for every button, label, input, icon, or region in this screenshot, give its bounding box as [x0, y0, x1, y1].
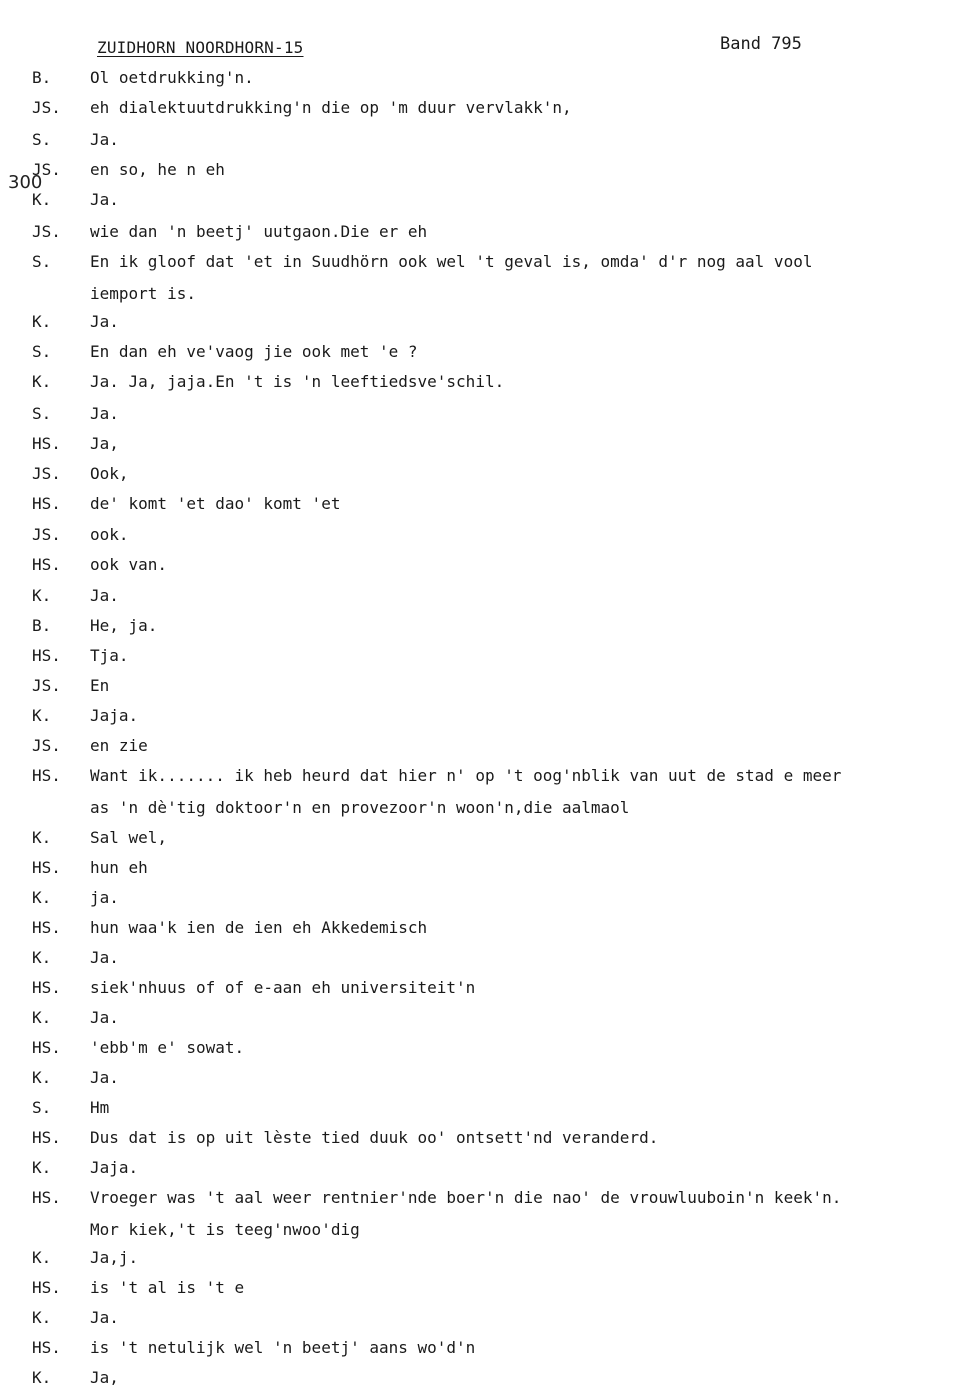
speaker-label: K.: [32, 1368, 52, 1387]
transcript-line: [0, 494, 973, 516]
utterance-text: Ja,j.: [90, 1248, 139, 1267]
transcript-line: [0, 676, 973, 698]
speaker-label: JS.: [32, 736, 61, 755]
utterance-continuation: iemport is.: [90, 284, 196, 303]
speaker-label: K.: [32, 312, 52, 331]
transcript-line: [0, 616, 973, 638]
transcript-line: [0, 555, 973, 577]
transcript-line: [0, 434, 973, 456]
speaker-label: HS.: [32, 494, 61, 513]
utterance-text: wie dan 'n beetj' uutgaon.Die er eh: [90, 222, 428, 241]
speaker-label: K.: [32, 190, 52, 209]
utterance-text: 'ebb'm e' sowat.: [90, 1038, 245, 1057]
speaker-label: B.: [32, 68, 52, 87]
utterance-text: en zie: [90, 736, 148, 755]
utterance-text: Vroeger was 't aal weer rentnier'nde boer'n die nao' de vrouwluuboin'n keek'n.: [90, 1188, 842, 1207]
speaker-label: HS.: [32, 1338, 61, 1357]
utterance-text: ook.: [90, 525, 129, 544]
transcript-line: [0, 1038, 973, 1060]
utterance-text: Jaja.: [90, 1158, 139, 1177]
utterance-text: Ja.: [90, 312, 119, 331]
speaker-label: JS.: [32, 160, 61, 179]
band-number: Band 795: [720, 34, 802, 54]
speaker-label: B.: [32, 616, 52, 635]
utterance-text: Ja,: [90, 1368, 119, 1387]
utterance-text: Ol oetdrukking'n.: [90, 68, 254, 87]
speaker-label: K.: [32, 948, 52, 967]
transcript-line: [0, 1278, 973, 1300]
margin-counter-note: 300: [8, 172, 43, 193]
transcript-line: [0, 1128, 973, 1150]
transcript-line: [0, 342, 973, 364]
utterance-text: en so, he n eh: [90, 160, 225, 179]
speaker-label: JS.: [32, 676, 61, 695]
transcript-line: [0, 130, 973, 152]
utterance-text: hun eh: [90, 858, 148, 877]
utterance-text: Jaja.: [90, 706, 139, 725]
utterance-text: eh dialektuutdrukking'n die op 'm duur vervlakk'n,: [90, 98, 572, 117]
speaker-label: HS.: [32, 646, 61, 665]
speaker-label: K.: [32, 1008, 52, 1027]
speaker-label: HS.: [32, 918, 61, 937]
utterance-text: Ja.: [90, 130, 119, 149]
transcript-line: [0, 646, 973, 668]
speaker-label: JS.: [32, 525, 61, 544]
transcript-line: [0, 68, 973, 90]
transcript-line: [0, 404, 973, 426]
utterance-text: ja.: [90, 888, 119, 907]
utterance-text: Ja,: [90, 434, 119, 453]
utterance-text: En: [90, 676, 110, 695]
utterance-text: Hm: [90, 1098, 110, 1117]
utterance-text: is 't al is 't e: [90, 1278, 245, 1297]
utterance-text: Ja.: [90, 1308, 119, 1327]
transcript-line: [0, 978, 973, 1000]
transcript-line: [0, 1188, 973, 1210]
transcript-line: [0, 586, 973, 608]
utterance-text: de' komt 'et dao' komt 'et: [90, 494, 341, 513]
utterance-text: is 't netulijk wel 'n beetj' aans wo'd'n: [90, 1338, 476, 1357]
transcript-line: [0, 312, 973, 334]
transcript-line: [0, 252, 973, 274]
transcript-line: [0, 1308, 973, 1330]
transcript-line: [0, 1008, 973, 1030]
transcript-line: [0, 98, 973, 120]
document-title: ZUIDHORN NOORDHORN-15: [97, 38, 304, 57]
speaker-label: K.: [32, 1248, 52, 1267]
speaker-label: HS.: [32, 1188, 61, 1207]
speaker-label: HS.: [32, 766, 61, 785]
utterance-text: Tja.: [90, 646, 129, 665]
transcript-line: [0, 1248, 973, 1270]
utterance-text: En dan eh ve'vaog jie ook met 'e ?: [90, 342, 418, 361]
speaker-label: K.: [32, 888, 52, 907]
speaker-label: HS.: [32, 555, 61, 574]
speaker-label: HS.: [32, 1278, 61, 1297]
utterance-text: Sal wel,: [90, 828, 168, 847]
transcript-line: [0, 372, 973, 394]
speaker-label: S.: [32, 342, 52, 361]
utterance-continuation: as 'n dè'tig doktoor'n en provezoor'n woon'n,die aalmaol: [90, 798, 630, 817]
utterance-text: Ook,: [90, 464, 129, 483]
transcript-line: [0, 948, 973, 970]
transcript-line: [0, 1338, 973, 1360]
transcript-line: [0, 464, 973, 486]
transcript-line: [0, 736, 973, 758]
utterance-text: Dus dat is op uit lèste tied duuk oo' ontsett'nd veranderd.: [90, 1128, 659, 1147]
speaker-label: JS.: [32, 464, 61, 483]
utterance-text: Ja.: [90, 1008, 119, 1027]
utterance-text: Ja.: [90, 586, 119, 605]
transcript-line: [0, 828, 973, 850]
transcript-line: [0, 1098, 973, 1120]
speaker-label: S.: [32, 404, 52, 423]
speaker-label: S.: [32, 252, 52, 271]
speaker-label: S.: [32, 130, 52, 149]
utterance-text: Ja.: [90, 948, 119, 967]
speaker-label: K.: [32, 1068, 52, 1087]
speaker-label: HS.: [32, 1128, 61, 1147]
transcript-line: [0, 222, 973, 244]
speaker-label: JS.: [32, 98, 61, 117]
utterance-text: Ja.: [90, 404, 119, 423]
utterance-text: Want ik....... ik heb heurd dat hier n' op 't oog'nblik van uut de stad e meer: [90, 766, 842, 785]
speaker-label: K.: [32, 1308, 52, 1327]
transcript-line: [0, 858, 973, 880]
transcript-line: [0, 160, 973, 182]
speaker-label: K.: [32, 586, 52, 605]
utterance-text: Ja. Ja, jaja.En 't is 'n leeftiedsve'schil.: [90, 372, 505, 391]
speaker-label: HS.: [32, 858, 61, 877]
speaker-label: S.: [32, 1098, 52, 1117]
transcript-line: [0, 918, 973, 940]
transcript-line: [0, 190, 973, 212]
utterance-text: He, ja.: [90, 616, 158, 635]
transcript-line: [0, 888, 973, 910]
utterance-text: Ja.: [90, 190, 119, 209]
utterance-continuation: Mor kiek,'t is teeg'nwoo'dig: [90, 1220, 360, 1239]
utterance-text: Ja.: [90, 1068, 119, 1087]
utterance-text: ook van.: [90, 555, 168, 574]
transcript-line: [0, 706, 973, 728]
speaker-label: K.: [32, 1158, 52, 1177]
speaker-label: HS.: [32, 434, 61, 453]
utterance-text: En ik gloof dat 'et in Suudhörn ook wel 't geval is, omda' d'r nog aal vool: [90, 252, 813, 271]
transcript-line: [0, 525, 973, 547]
utterance-text: hun waa'k ien de ien eh Akkedemisch: [90, 918, 428, 937]
utterance-text: siek'nhuus of of e-aan eh universiteit'n: [90, 978, 476, 997]
speaker-label: K.: [32, 828, 52, 847]
speaker-label: K.: [32, 372, 52, 391]
transcript-line: [0, 1068, 973, 1090]
speaker-label: HS.: [32, 978, 61, 997]
speaker-label: K.: [32, 706, 52, 725]
speaker-label: JS.: [32, 222, 61, 241]
transcript-line: [0, 1368, 973, 1390]
transcript-line: [0, 1158, 973, 1180]
speaker-label: HS.: [32, 1038, 61, 1057]
transcript-line: [0, 766, 973, 788]
